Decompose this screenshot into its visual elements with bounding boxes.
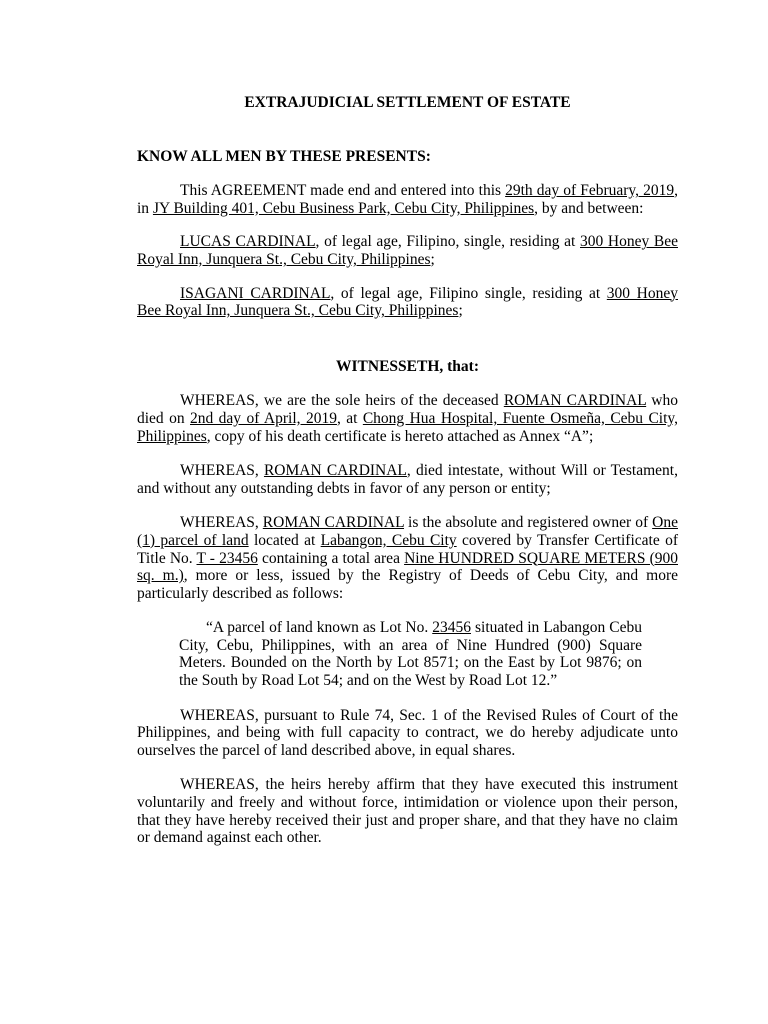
underlined-text-run: ROMAN CARDINAL bbox=[263, 462, 407, 480]
underlined-text-run: 23456 bbox=[432, 619, 471, 637]
party-isagani-paragraph bbox=[137, 285, 678, 320]
text-run: WHEREAS, we are the sole heirs of the deceased bbox=[180, 392, 504, 410]
preamble-heading: KNOW ALL MEN BY THESE PRESENTS: bbox=[137, 147, 431, 165]
text-run: WHEREAS, bbox=[180, 462, 264, 480]
text-run: , at bbox=[336, 409, 363, 427]
text-run: situated in Labangon Cebu City, Cebu, Philippines, with an area of Nine Hundred (900) Square Meters. Bounded on the North by Lot 8571; on the East by Lot 9876; on the South by Road Lot 54; and on the West by Road Lot 12.” bbox=[179, 619, 642, 690]
underlined-text-run: T - 23456 bbox=[196, 549, 258, 567]
text-run: ; bbox=[430, 250, 435, 268]
underlined-text-run: 29th day of February, 2019 bbox=[505, 182, 675, 200]
text-run: , died intestate, without Will or Testament, and without any outstanding debts in favor of any person or entity; bbox=[137, 462, 678, 497]
text-run: WHEREAS, pursuant to Rule 74, Sec. 1 of the Revised Rules of Court of the Philippines, and being with full capacity to contract, we do hereby adjudicate unto ourselves the parcel of land described above, in equal shares. bbox=[137, 706, 678, 759]
agreement-paragraph bbox=[137, 182, 678, 217]
document-body bbox=[137, 94, 678, 864]
text-run: covered by Transfer Certificate of Title No. bbox=[137, 531, 678, 567]
underlined-text-run: 2nd day of April, 2019 bbox=[190, 409, 337, 427]
text-run: , more or less, issued by the Registry of Deeds of Cebu City, and more particularly described as follows: bbox=[137, 567, 679, 602]
underlined-text-run: ROMAN CARDINAL bbox=[262, 514, 405, 532]
underlined-text-run: LUCAS CARDINAL bbox=[180, 233, 316, 251]
text-run: , copy of his death certificate is hereto attached as Annex “A”; bbox=[206, 427, 594, 445]
whereas-heirs-paragraph bbox=[137, 392, 678, 445]
text-run: , of legal age, Filipino single, residing at bbox=[330, 284, 607, 302]
text-run: This AGREEMENT made end and entered into this bbox=[180, 182, 506, 200]
whereas-adjudicate-paragraph bbox=[137, 707, 678, 760]
text-run: WHEREAS, bbox=[180, 514, 263, 532]
underlined-text-run: One (1) parcel of land bbox=[137, 514, 678, 549]
underlined-text-run: Chong Hua Hospital, Fuente Osmeña, Cebu City, Philippines bbox=[137, 409, 679, 445]
land-description-text bbox=[179, 619, 642, 689]
whereas-affirm-paragraph bbox=[137, 776, 678, 846]
text-run: located at bbox=[248, 531, 321, 549]
underlined-text-run: Nine HUNDRED SQUARE METERS (900 sq. m.) bbox=[137, 549, 678, 585]
text-run: who died on bbox=[137, 392, 678, 427]
underlined-text-run: 300 Honey Bee Royal Inn, Junquera St., Cebu City, Philippines bbox=[137, 233, 678, 268]
text-run: containing a total area bbox=[257, 549, 405, 567]
whereas-owner-paragraph bbox=[137, 514, 678, 602]
text-run: , of legal age, Filipino, single, residing at bbox=[315, 233, 581, 251]
text-run: “A parcel of land known as Lot No. bbox=[206, 619, 433, 637]
text-run: WHEREAS, the heirs hereby affirm that they have executed this instrument voluntarily and freely and without force, intimidation or violence upon their person, that they have hereby received their just and proper share, and that they have no claim or demand against each other. bbox=[137, 776, 678, 847]
witnesseth-heading: WITNESSETH, that: bbox=[336, 357, 479, 375]
party-lucas-paragraph bbox=[137, 233, 678, 268]
text-run: ; bbox=[458, 302, 463, 320]
text-run: , by and between: bbox=[534, 199, 644, 217]
underlined-text-run: ROMAN CARDINAL bbox=[503, 392, 647, 410]
underlined-text-run: Labangon, Cebu City bbox=[320, 531, 457, 549]
underlined-text-run: ISAGANI CARDINAL bbox=[180, 284, 331, 302]
underlined-text-run: 300 Honey Bee Royal Inn, Junquera St., Cebu City, Philippines bbox=[137, 284, 678, 320]
land-description-quote bbox=[179, 619, 642, 689]
whereas-intestate-paragraph bbox=[137, 462, 678, 497]
text-run: is the absolute and registered owner of bbox=[404, 514, 653, 532]
document-title: EXTRAJUDICIAL SETTLEMENT OF ESTATE bbox=[244, 94, 571, 111]
text-run: , in bbox=[137, 182, 679, 217]
underlined-text-run: JY Building 401, Cebu Business Park, Cebu City, Philippines bbox=[152, 199, 535, 217]
